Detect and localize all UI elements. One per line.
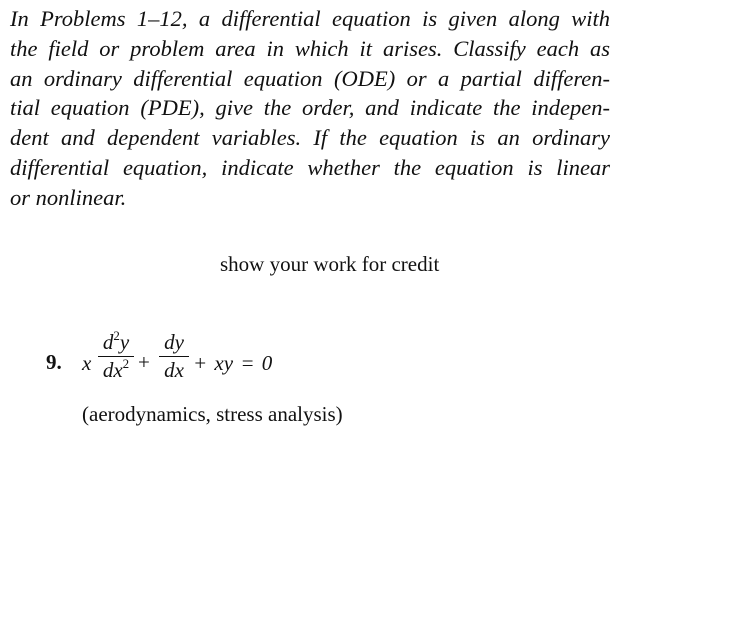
- fraction-bar: [159, 356, 189, 357]
- second-derivative-fraction: [98, 330, 134, 382]
- instruction-line: In Problems 1–12, a differential equation is given along with: [10, 6, 610, 31]
- numerator-exponent: 2: [113, 328, 120, 343]
- fraction-denominator: [98, 358, 134, 382]
- equation-remainder: + xy = 0: [193, 351, 273, 375]
- problem-number: 9.: [46, 350, 62, 374]
- instruction-line: an ordinary differential equation (ODE) or a partial differen-: [10, 65, 610, 91]
- instruction-line: dent and dependent variables. If the equation is an ordinary: [10, 125, 610, 151]
- instruction-line: the field or problem area in which it arises. Classify each as: [10, 35, 610, 61]
- application-field: (aerodynamics, stress analysis): [82, 402, 343, 426]
- denominator-exponent: 2: [122, 356, 130, 371]
- fraction-numerator: [98, 330, 134, 354]
- plus-sign: +: [138, 350, 150, 374]
- work-note: show your work for credit: [220, 252, 440, 276]
- first-derivative-fraction: [159, 330, 189, 382]
- instruction-line: differential equation, indicate whether the equation is linear: [10, 154, 610, 180]
- fraction-numerator: dy: [164, 330, 184, 354]
- fraction-denominator: dx: [164, 358, 184, 382]
- problem-instructions: [10, 4, 610, 213]
- instruction-line: tial equation (PDE), give the order, and indicate the indepen-: [10, 95, 610, 121]
- numerator-d: d: [102, 330, 114, 354]
- instruction-line: or nonlinear.: [10, 184, 127, 210]
- denominator-dx: dx: [102, 358, 123, 382]
- problem-9: [46, 330, 546, 400]
- coefficient-x: x: [82, 351, 92, 375]
- numerator-variable: y: [119, 330, 130, 354]
